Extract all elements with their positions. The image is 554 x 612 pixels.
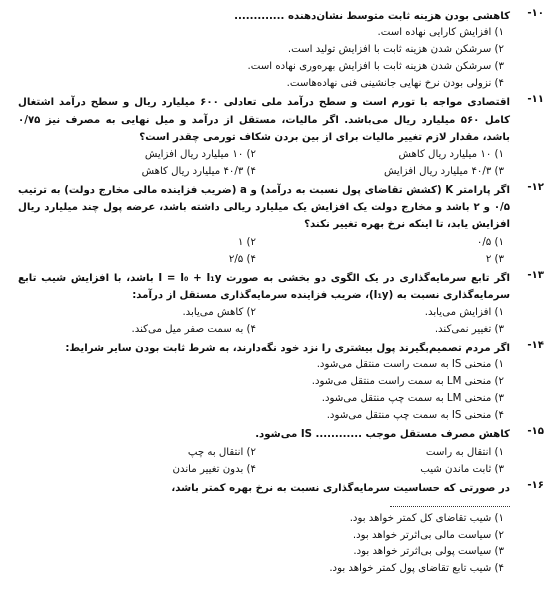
answer-blank [390, 497, 510, 507]
option-1[interactable]: ۱) ۱۰ میلیارد ریال کاهش [398, 149, 504, 160]
option-2[interactable]: ۲) ۱ [237, 236, 256, 248]
question-stem: اگر تابع سرمایه‌گذاری در یک الگوی دو بخشی به صورت I = I₀ + I₁y باشد، با افزایش شیب تابع سرمایه‌گذاری نسبت به (I₁y)، ضریب فزاینده سرمایه‌گذاری مستقل از درآمد: [18, 272, 510, 301]
question-stem: اقتصادی مواجه با تورم است و سطح درآمد ملی تعادلی ۶۰۰ میلیارد ریال و سطح درآمد اشتغال کامل ۵۶۰ میلیارد ریال می‌باشد. اگر مالیات، مستقل از درآمد و میل نهایی به مصرف نیز ۰/۷۵ باشد، مقدار لازم تغییر مالیات برای از بین بردن شکاف تورمی چقدر است؟ [18, 97, 510, 143]
question-stem: در صورتی که حساسیت سرمایه‌گذاری نسبت به نرخ بهره کمتر باشد، [171, 482, 510, 494]
option-4[interactable]: ۴) بدون تغییر ماندن [172, 463, 256, 475]
question-15 [18, 426, 544, 477]
question-stem: کاهشی بودن هزینه ثابت متوسط نشان‌دهنده ............. [234, 11, 510, 22]
option-3[interactable]: ۳) ۴۰/۳ میلیارد ریال افزایش [383, 166, 504, 177]
option-3[interactable]: ۳) ۲ [485, 253, 504, 265]
option-4[interactable]: ۴) نزولی بودن نرخ نهایی جانشینی فنی نهاده‌هاست. [286, 77, 504, 89]
option-2[interactable]: ۲) ۱۰ میلیارد ریال افزایش [144, 149, 256, 160]
option-3[interactable]: ۳) سرشکن شدن هزینه ثابت با افزایش بهره‌وری نهاده است. [247, 60, 504, 72]
option-1[interactable]: ۱) منحنی IS به سمت راست منتقل می‌شود. [316, 359, 504, 371]
option-2[interactable]: ۲) سیاست مالی بی‌اثرتر خواهد بود. [352, 529, 504, 541]
option-2[interactable]: ۲) انتقال به چپ [187, 446, 256, 458]
question-12 [18, 182, 544, 268]
question-11 [18, 94, 544, 180]
option-1[interactable]: ۱) انتقال به راست [425, 446, 504, 458]
question-number: -۱۶ [527, 479, 544, 491]
question-number: -۱۵ [527, 426, 544, 438]
question-number: -۱۱ [527, 94, 544, 106]
question-10 [18, 8, 544, 92]
option-3[interactable]: ۳) سیاست پولی بی‌اثرتر خواهد بود. [353, 546, 504, 558]
question-number: -۱۳ [527, 269, 544, 281]
question-16 [18, 480, 544, 578]
question-stem: اگر مردم تصمیم‌بگیرند پول بیشتری را نزد خود نگه‌دارند، به شرط ثابت بودن سایر شرایط: [65, 343, 510, 355]
question-stem: اگر پارامتر K (کشش تقاضای پول نسبت به درآمد) و a (ضریب فزاینده مالی مخارج دولت) به ترتیب ۰/۵ و ۲ باشد و مخارج دولت یک افزایش یک میلیارد ریالی داشته باشد، عرضه پول چند میلیارد ریال افزایش یابد، تا اینکه نرخ بهره تغییر نکند؟ [18, 185, 510, 231]
question-14 [18, 340, 544, 424]
question-stem: کاهش مصرف مستقل موجب ............ IS می‌شود. [255, 429, 510, 441]
exam-page [18, 8, 544, 578]
option-3[interactable]: ۳) ثابت ماندن شیب [420, 463, 504, 475]
option-1[interactable]: ۱) ۰/۵ [476, 236, 504, 248]
option-3[interactable]: ۳) تغییر نمی‌کند. [434, 324, 504, 336]
option-4[interactable]: ۴) ۴۰/۳ میلیارد ریال کاهش [141, 166, 256, 177]
option-1[interactable]: ۱) افزایش می‌یابد. [424, 307, 504, 319]
question-number: -۱۰ [527, 8, 544, 19]
option-2[interactable]: ۲) سرشکن شدن هزینه ثابت با افزایش تولید است. [287, 44, 504, 55]
option-4[interactable]: ۴) به سمت صفر میل می‌کند. [131, 324, 256, 336]
option-3[interactable]: ۳) منحنی LM به سمت چپ منتقل می‌شود. [321, 392, 504, 404]
question-number: -۱۴ [527, 340, 544, 352]
question-13 [18, 270, 544, 338]
option-4[interactable]: ۴) شیب تابع تقاضای پول کمتر خواهد بود. [329, 563, 504, 575]
option-2[interactable]: ۲) منحنی LM به سمت راست منتقل می‌شود. [311, 376, 504, 388]
option-1[interactable]: ۱) شیب تقاضای کل کمتر خواهد بود. [349, 512, 504, 524]
question-number: -۱۲ [527, 182, 544, 193]
option-4[interactable]: ۴) ۲/۵ [228, 253, 256, 265]
option-4[interactable]: ۴) منحنی IS به سمت چپ منتقل می‌شود. [326, 409, 504, 421]
option-1[interactable]: ۱) افزایش کارایی نهاده است. [377, 27, 504, 39]
option-2[interactable]: ۲) کاهش می‌یابد. [182, 307, 256, 319]
